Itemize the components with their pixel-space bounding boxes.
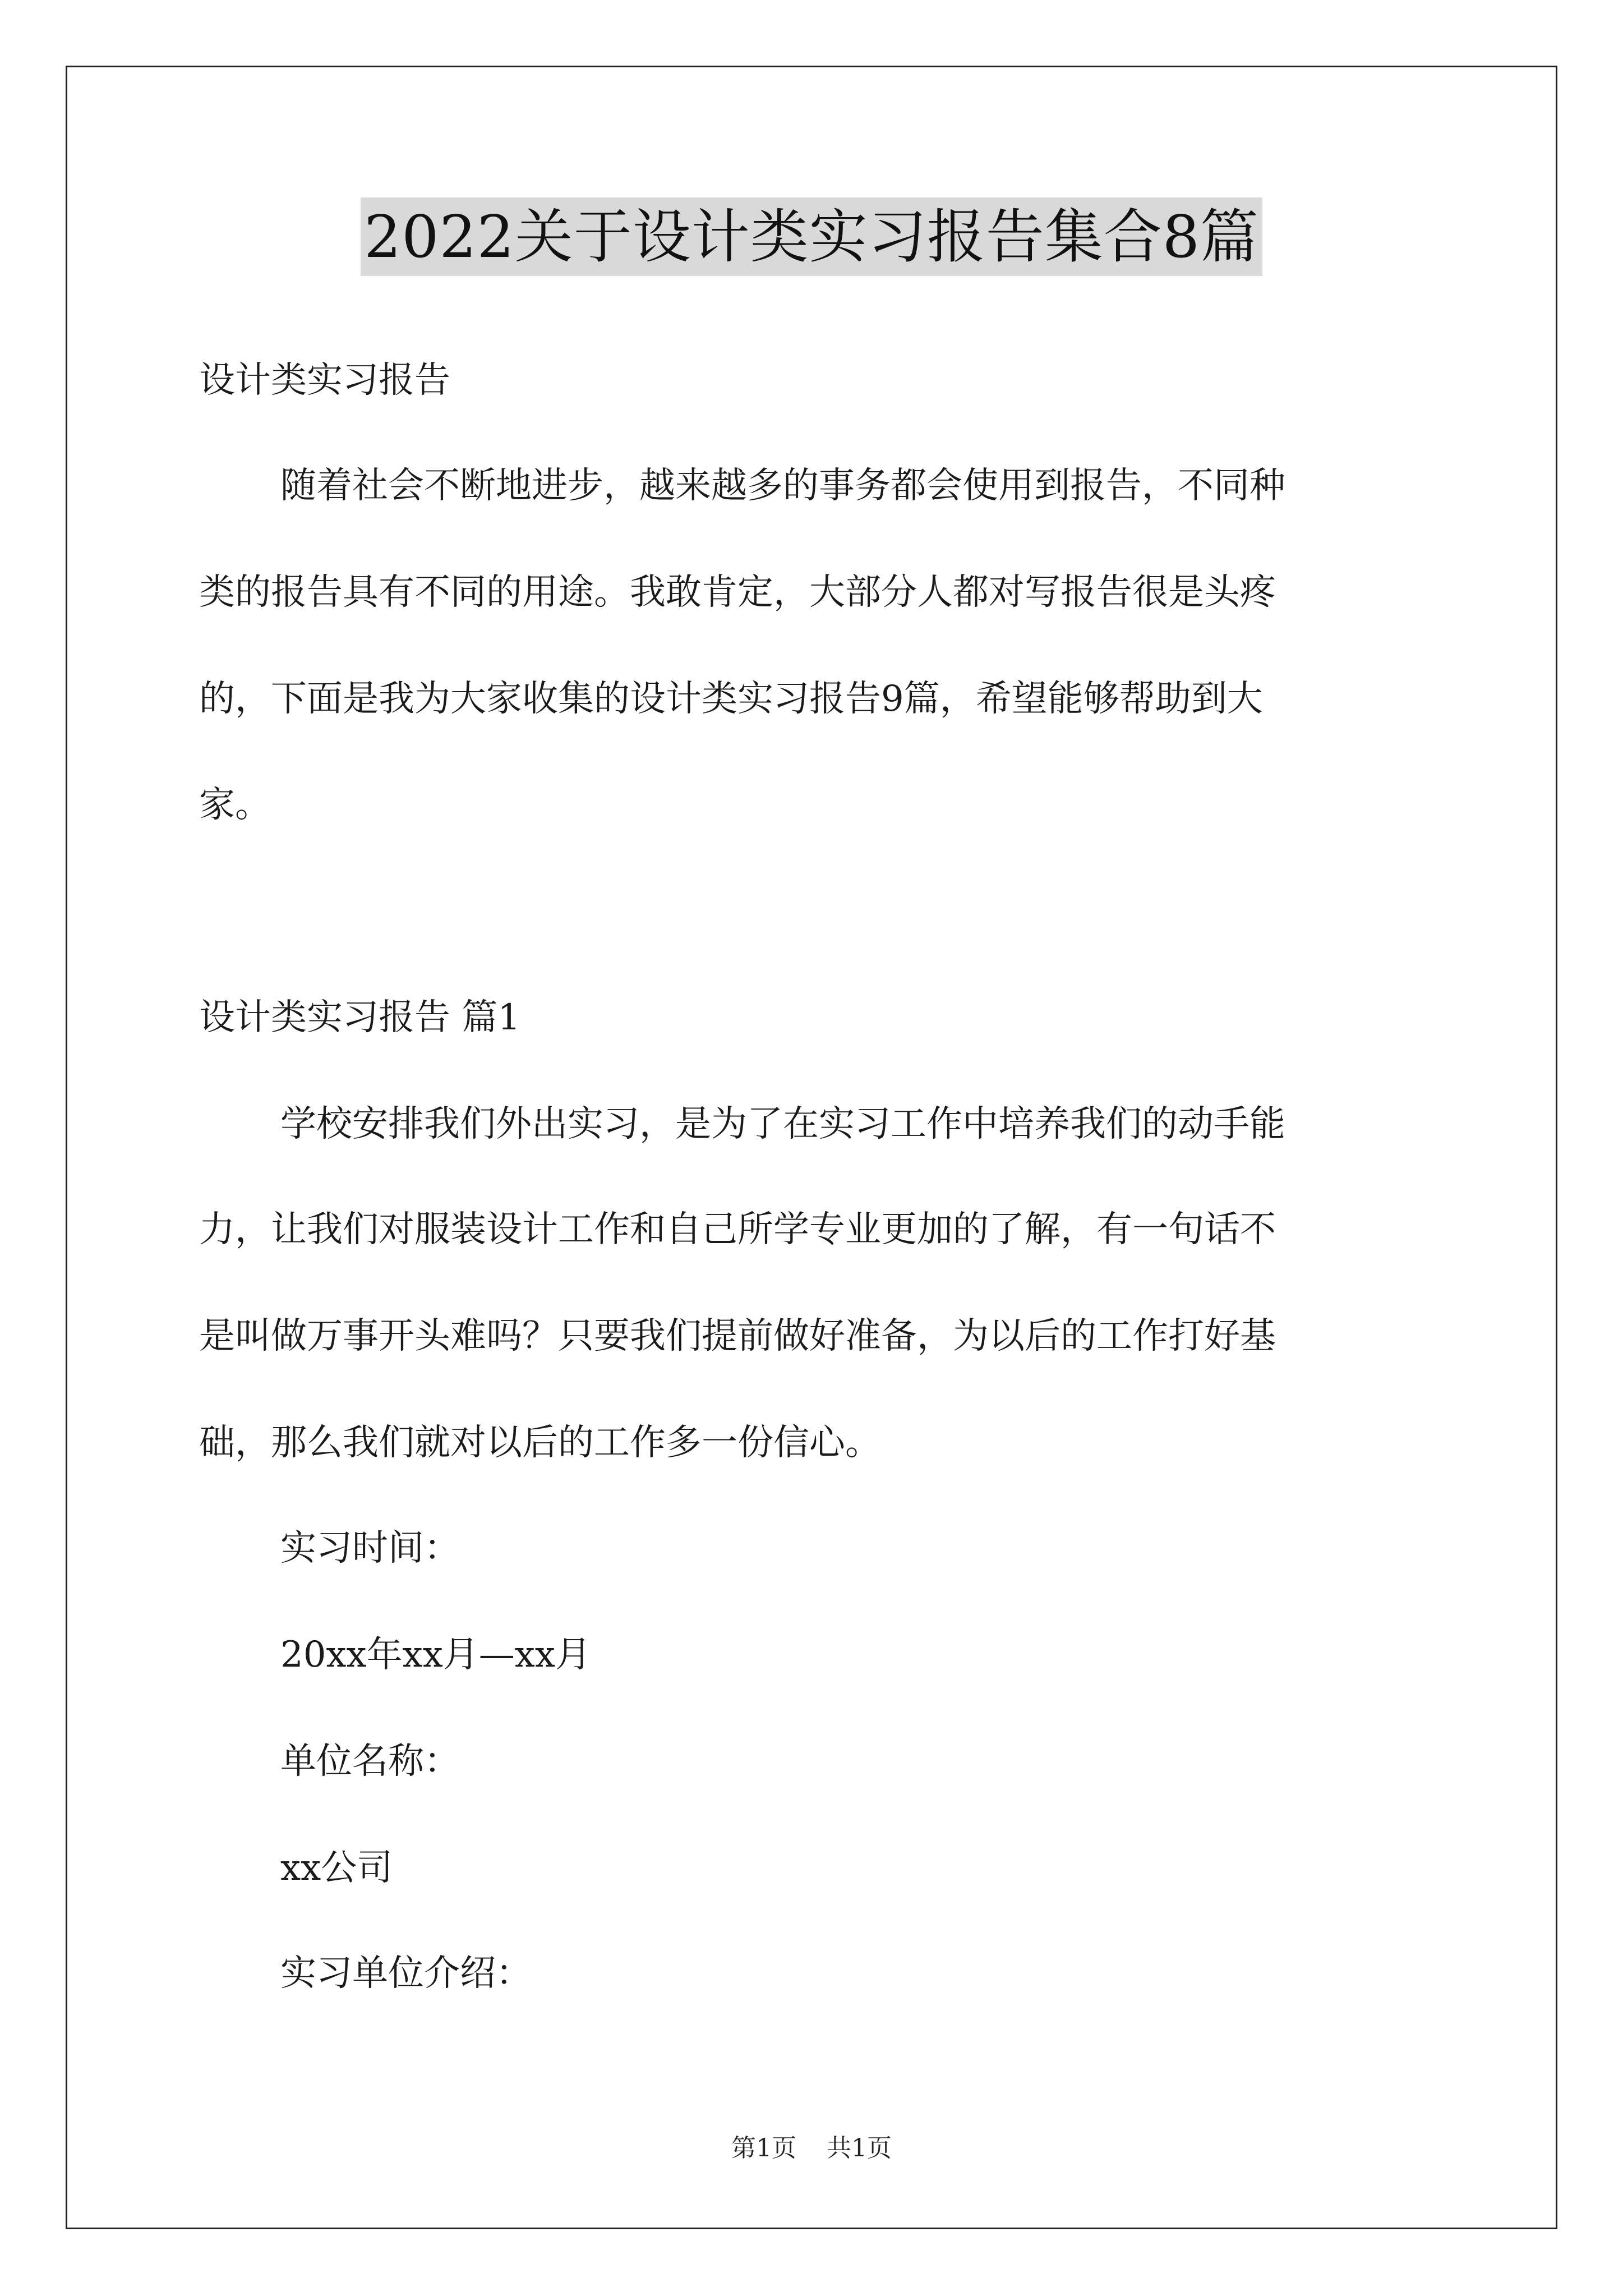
page-footer — [0, 2133, 1623, 2164]
document-title: 2022关于设计类实习报告集合8篇 — [361, 197, 1262, 276]
field-unit-name-value: xx公司 — [280, 1847, 393, 1889]
field-unit-name-label: 单位名称： — [280, 1741, 460, 1782]
field-unit-intro-label: 实习单位介绍： — [280, 1953, 532, 1994]
intro-paragraph-line-1: 随着社会不断地进步，越来越多的事务都会使用到报告，不同种 — [280, 465, 1285, 507]
intro-paragraph-line-2: 类的报告具有不同的用途。我敢肯定，大部分人都对写报告很是头疼 — [199, 572, 1276, 613]
page-number-total: 共1页 — [827, 2134, 892, 2162]
section-heading-intro: 设计类实习报告 — [199, 360, 450, 401]
field-internship-time-label: 实习时间： — [280, 1527, 460, 1569]
section-heading-part1: 设计类实习报告 篇1 — [199, 997, 521, 1038]
intro-paragraph-line-3: 的，下面是我为大家收集的设计类实习报告9篇，希望能够帮助到大 — [199, 678, 1263, 720]
part1-paragraph-line-3: 是叫做万事开头难吗？只要我们提前做好准备，为以后的工作打好基 — [199, 1315, 1276, 1357]
part1-paragraph-line-2: 力，让我们对服装设计工作和自己所学专业更加的了解，有一句话不 — [199, 1209, 1276, 1250]
part1-paragraph-line-4: 础，那么我们就对以后的工作多一份信心。 — [199, 1422, 881, 1464]
intro-paragraph-line-4: 家。 — [199, 784, 271, 826]
page-number-current: 第1页 — [731, 2134, 796, 2162]
field-internship-time-value: 20xx年xx月—xx月 — [280, 1634, 591, 1676]
part1-paragraph-line-1: 学校安排我们外出实习，是为了在实习工作中培养我们的动手能 — [280, 1103, 1285, 1145]
title-container — [0, 197, 1623, 276]
